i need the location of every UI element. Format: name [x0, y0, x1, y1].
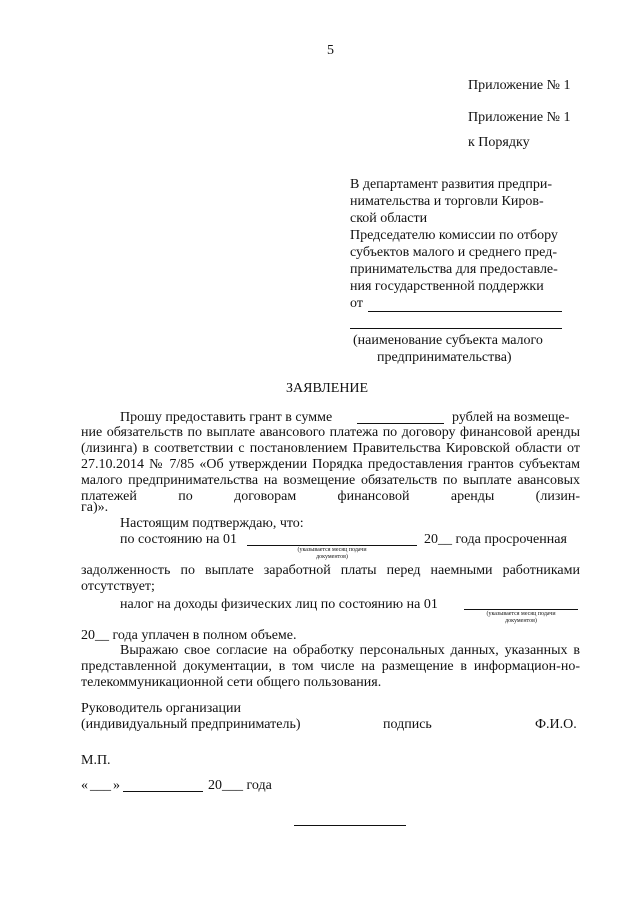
addressee-line-1: В департамент развития предпри- — [350, 177, 553, 192]
salary-month-note-1: (указывается месяц подачи — [297, 547, 367, 553]
addressee-caption-1: (наименование субъекта малого — [353, 333, 543, 348]
addressee-name-line — [350, 328, 562, 329]
appendix-line-3: к Порядку — [468, 135, 530, 150]
addressee-line-5: субъектов малого и среднего пред- — [350, 245, 557, 260]
head-line-2: (индивидуальный предприниматель) — [81, 717, 301, 732]
tax-end: 20__ года уплачен в полном объеме. — [81, 628, 297, 643]
consent-body: Выражаю свое согласие на обработку персональных данных, указанных в представленной документации, в том числе на размещение в информацион-но-телекоммуникационной сети общего пользования. — [81, 643, 580, 690]
fio-label: Ф.И.О. — [535, 717, 577, 732]
confirm-intro: Настоящим подтверждаю, что: — [120, 516, 304, 531]
date-year: 20___ года — [208, 778, 272, 793]
tax-month-note-1: (указывается месяц подачи — [486, 611, 556, 617]
request-rub: рублей на возмеще- — [452, 410, 570, 425]
addressee-line-2: нимательства и торговли Киров- — [350, 194, 544, 209]
tax-month-line — [464, 609, 578, 610]
salary-year: 20__ года просроченная — [424, 532, 567, 547]
addressee-line-7: ния государственной поддержки — [350, 279, 544, 294]
addressee-line-3: ской области — [350, 211, 428, 226]
appendix-line-1: Приложение № 1 — [468, 78, 571, 93]
bottom-separator — [294, 825, 406, 826]
addressee-line-4: Председателю комиссии по отбору — [350, 228, 558, 243]
salary-month-note-2: документов) — [316, 554, 348, 560]
addressee-caption-2: предпринимательства) — [377, 350, 512, 365]
salary-start: по состоянию на 01 — [120, 532, 238, 547]
salary-month-line — [247, 545, 417, 546]
date-month-line — [123, 791, 203, 792]
salary-body: задолженность по выплате заработной платы перед наемными работниками отсутствует; — [81, 563, 580, 594]
request-end: га)». — [81, 500, 109, 515]
request-body: ние обязательств по выплате авансового платежа по договору финансовой аренды (лизинга) в соответствии с постановлением Правительства Кировской области от 27.10.2014 № 7/85 «Об утверждении Порядка предоставления грантов субъектам малого предпринимательства на возмещение обязательств по выплате авансовых платежей по договорам финансовой аренды (лизин- — [81, 425, 580, 504]
date-day: ___ — [90, 778, 111, 793]
addressee-from-label: от — [350, 296, 363, 311]
signature-label: подпись — [383, 717, 432, 732]
appendix-line-2: Приложение № 1 — [468, 110, 571, 125]
request-start: Прошу предоставить грант в сумме — [120, 410, 333, 425]
date-open-quote: « — [81, 778, 88, 793]
grant-amount-line — [357, 423, 444, 424]
addressee-from-line — [368, 311, 562, 312]
addressee-line-6: принимательства для предоставле- — [350, 262, 558, 277]
page-number: 5 — [327, 43, 334, 58]
head-line-1: Руководитель организации — [81, 701, 241, 716]
stamp-label: М.П. — [81, 753, 111, 768]
date-close-quote: » — [113, 778, 120, 793]
document-title: ЗАЯВЛЕНИЕ — [286, 381, 369, 396]
tax-month-note-2: документов) — [505, 618, 537, 624]
tax-start: налог на доходы физических лиц по состоянию на 01 — [120, 597, 438, 612]
